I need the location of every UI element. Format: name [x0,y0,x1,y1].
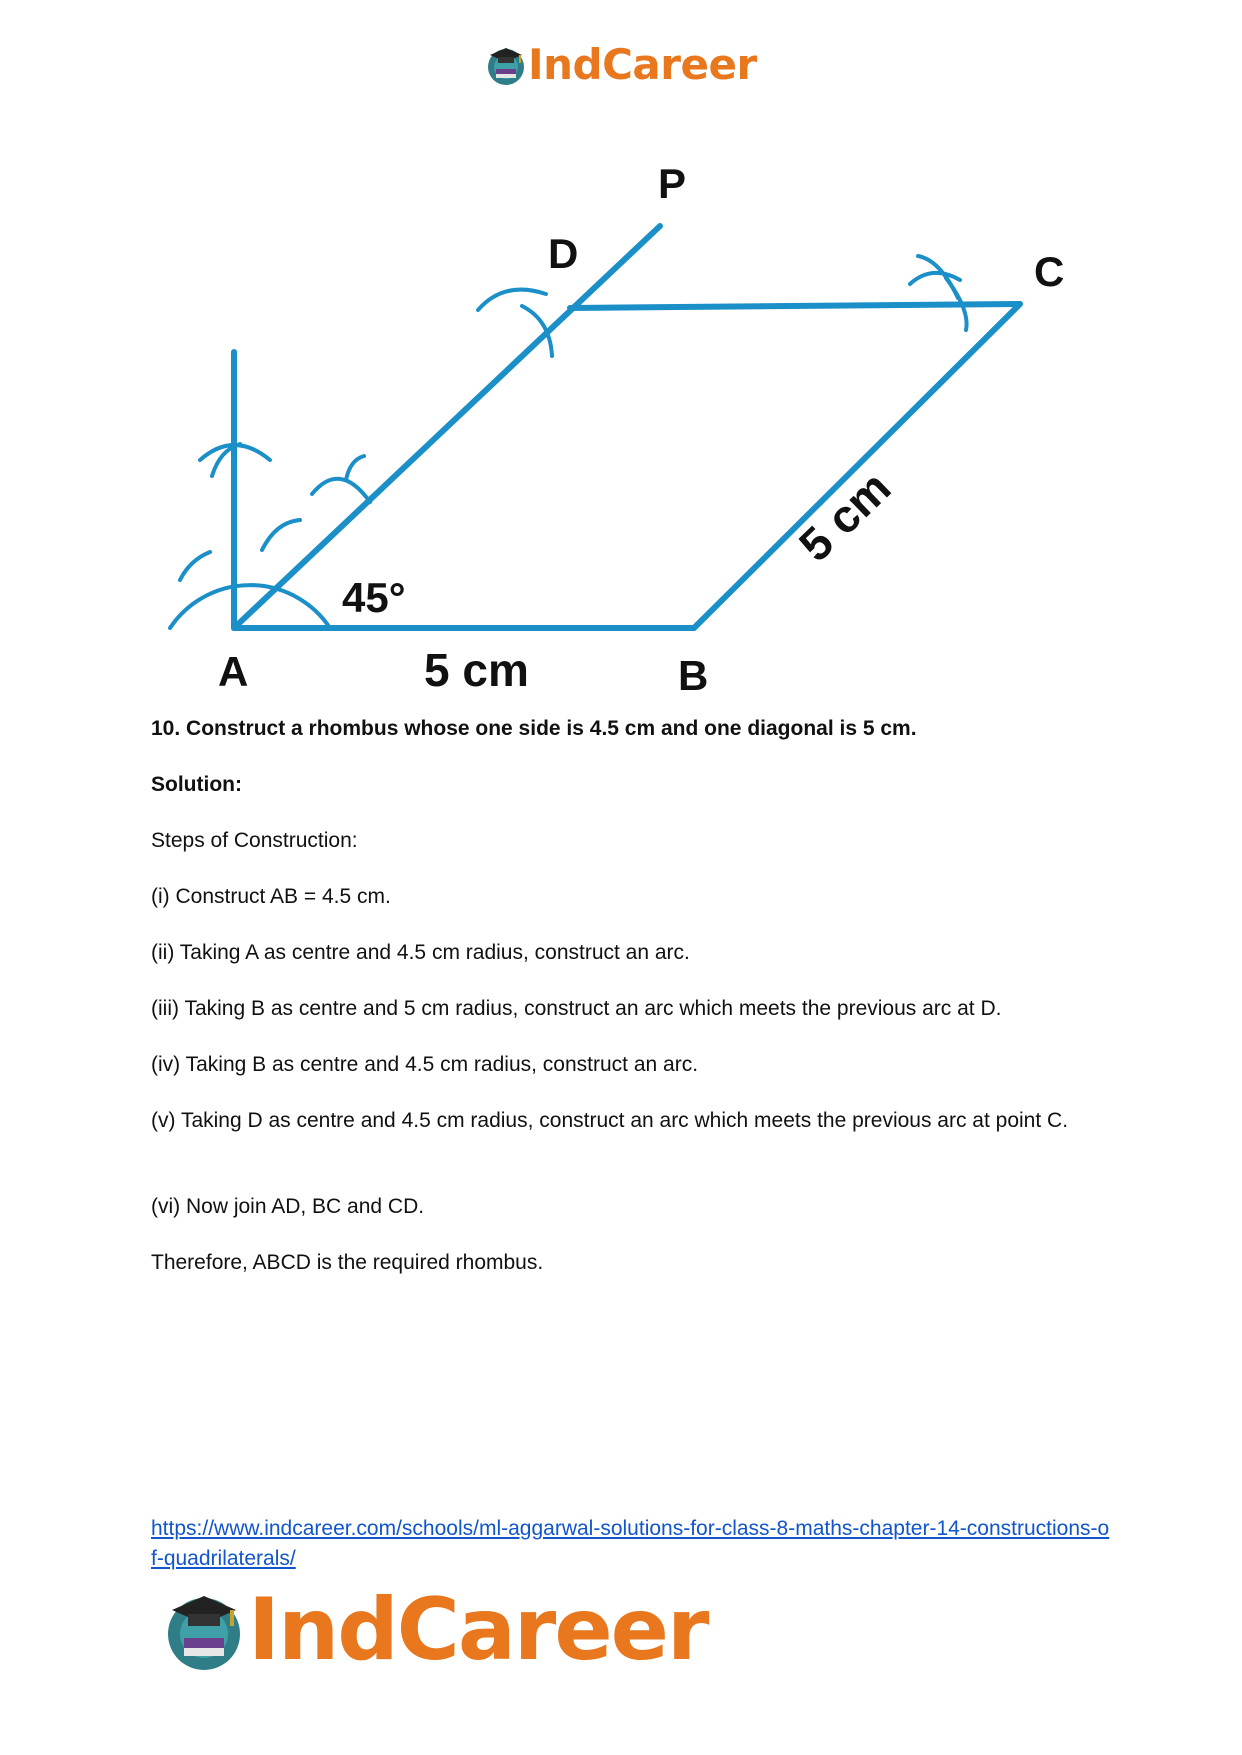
step-item: (i) Construct AB = 4.5 cm. [151,885,391,908]
steps-heading: Steps of Construction: [151,829,358,852]
logo-text: IndCareer [248,1580,708,1680]
label-bc-length: 5 cm [788,460,901,572]
label-p: P [658,160,687,207]
solution-label: Solution: [151,773,242,796]
construction-arc [170,585,330,628]
construction-arc [312,479,370,502]
label-ab-length: 5 cm [424,644,529,690]
ray-ap [234,226,660,628]
construction-arc [262,520,300,550]
indcareer-logo-top[interactable] [484,40,757,90]
step-item: (iv) Taking B as centre and 4.5 cm radius, construct an arc. [151,1053,699,1076]
construction-arc [478,290,546,310]
logo-text: IndCareer [528,40,757,89]
source-link[interactable]: https://www.indcareer.com/schools/ml-aggarwal-solutions-for-class-8-maths-chapter-14-constructions-of-quadrilaterals/ [151,1517,1110,1570]
step-item: (ii) Taking A as centre and 4.5 cm radius, construct an arc. [151,941,690,964]
rhombus-construction-figure [150,160,1090,690]
label-c: C [1034,248,1065,295]
step-item: (v) Taking D as centre and 4.5 cm radius, construct an arc which meets the previous arc at point C. [151,1109,1069,1132]
side-bc [694,304,1020,628]
construction-arc [910,273,960,284]
construction-arc [346,456,364,480]
label-a: A [218,648,249,690]
indcareer-logo-bottom[interactable] [160,1580,707,1680]
step-item: (vi) Now join AD, BC and CD. [151,1195,425,1218]
graduation-globe-icon [160,1586,248,1674]
question-text: 10. Construct a rhombus whose one side is 4.5 cm and one diagonal is 5 cm. [151,717,917,740]
construction-arc [180,552,210,580]
graduation-globe-icon [484,43,528,87]
label-d: D [548,230,579,277]
conclusion-text: Therefore, ABCD is the required rhombus. [151,1251,544,1274]
step-item: (iii) Taking B as centre and 5 cm radius, construct an arc which meets the previous arc at D. [151,997,1002,1020]
label-b: B [678,652,709,690]
side-dc [570,304,1020,308]
label-angle: 45° [342,574,406,621]
